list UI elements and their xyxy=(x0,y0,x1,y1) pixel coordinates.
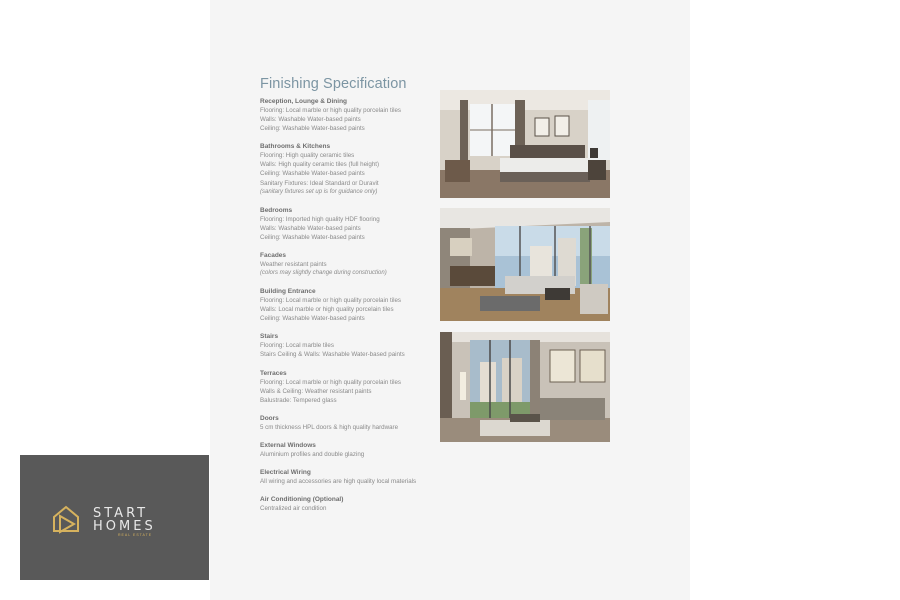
spec-section xyxy=(260,142,440,196)
house-logo-icon xyxy=(52,504,88,534)
spec-line: Ceiling: Washable Water-based paints xyxy=(260,233,365,241)
spec-section xyxy=(260,97,440,133)
spec-section xyxy=(260,414,440,432)
spec-note: (sanitary fixtures set up is for guidance only) xyxy=(260,188,378,195)
logo-line2: HOMES xyxy=(93,519,156,534)
spec-section xyxy=(260,287,440,323)
spec-line: Aluminium profiles and double glazing xyxy=(260,450,365,458)
spec-line: Stairs Ceiling & Walls: Washable Water-based paints xyxy=(260,351,405,359)
spec-list xyxy=(260,97,440,522)
spec-line: Sanitary Fixtures: Ideal Standard or Duravit xyxy=(260,179,379,187)
document-page xyxy=(210,0,690,600)
spec-line: Flooring: Local marble or high quality porcelain tiles xyxy=(260,378,402,386)
spec-section xyxy=(260,441,440,459)
spec-line: Ceiling: Washable Water-based paints xyxy=(260,315,365,323)
logo-line1: START xyxy=(93,506,149,521)
spec-line: Walls: Local marble or high quality porcelain tiles xyxy=(260,306,394,314)
spec-heading: Bedrooms xyxy=(260,206,293,214)
spec-heading: Stairs xyxy=(260,333,279,341)
spec-heading: Doors xyxy=(260,414,279,422)
bedroom-photo xyxy=(440,90,610,198)
living-room-photo xyxy=(440,208,610,321)
spec-heading: Building Entrance xyxy=(260,288,316,296)
spec-line: 5 cm thickness HPL doors & high quality hardware xyxy=(260,423,399,431)
logo-tagline: REAL ESTATE xyxy=(118,533,153,537)
spec-line: Flooring: Local marble or high quality porcelain tiles xyxy=(260,297,402,305)
spec-heading: Facades xyxy=(260,251,287,259)
spec-line: Flooring: Local marble tiles xyxy=(260,342,334,350)
spec-heading: Terraces xyxy=(260,369,287,377)
spec-section xyxy=(260,206,440,242)
spec-section xyxy=(260,332,440,359)
spec-line: Flooring: High quality ceramic tiles xyxy=(260,152,355,160)
spec-heading: Bathrooms & Kitchens xyxy=(260,143,331,151)
spec-section xyxy=(260,369,440,405)
spec-section xyxy=(260,251,440,278)
spec-line: Walls: High quality ceramic tiles (full height) xyxy=(260,161,380,169)
start-homes-logo xyxy=(20,455,209,580)
lounge-photo xyxy=(440,332,610,442)
spec-line: Walls & Ceiling: Weather resistant paints xyxy=(260,387,372,395)
spec-line: Walls: Washable Water-based paints xyxy=(260,224,361,232)
page-title: Finishing Specification xyxy=(260,76,407,92)
spec-note: (colors may slightly change during construction) xyxy=(260,270,387,277)
spec-section xyxy=(260,468,440,486)
spec-line: Weather resistant paints xyxy=(260,260,327,268)
spec-line: Centralized air condition xyxy=(260,505,327,513)
spec-heading: Reception, Lounge & Dining xyxy=(260,98,348,105)
spec-line: Ceiling: Washable Water-based paints xyxy=(260,170,365,178)
spec-heading: External Windows xyxy=(260,441,316,449)
spec-heading: Electrical Wiring xyxy=(260,468,311,476)
spec-line: Balustrade: Tempered glass xyxy=(260,396,337,404)
spec-heading: Air Conditioning (Optional) xyxy=(260,496,344,504)
spec-line: Ceiling: Washable Water-based paints xyxy=(260,125,365,133)
spec-line: Flooring: Local marble or high quality porcelain tiles xyxy=(260,107,402,114)
spec-section xyxy=(260,495,440,513)
spec-line: All wiring and accessories are high quality local materials xyxy=(260,477,417,485)
spec-line: Flooring: Imported high quality HDF flooring xyxy=(260,215,380,223)
spec-line: Walls: Washable Water-based paints xyxy=(260,116,361,124)
